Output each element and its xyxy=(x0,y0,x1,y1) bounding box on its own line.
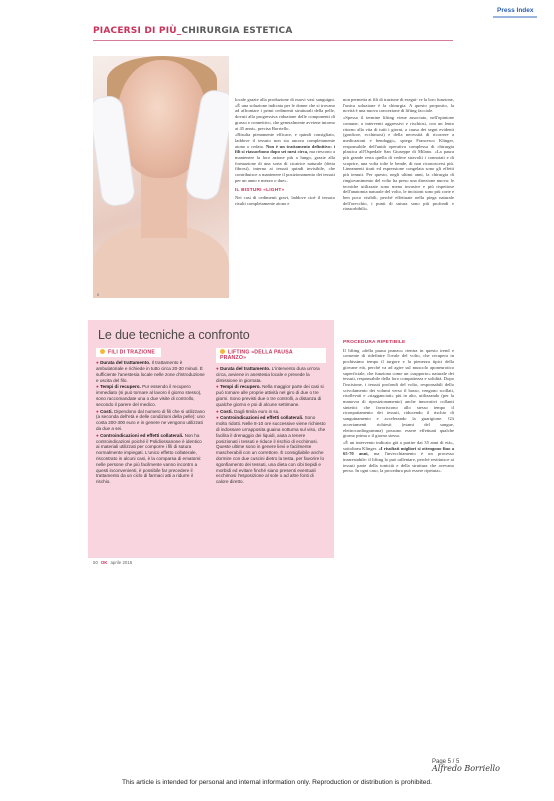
page-counter: Page 5 / 5 xyxy=(432,759,460,765)
article-column-3 xyxy=(343,340,454,475)
bullet-icon: ● xyxy=(96,432,99,438)
article-paragraph: non permetta ai fili di trazione di esegui- re la loro funzione, l'unica soluzione è la chirurgia. A questo proposito, la novità è una nuova concezione di lifting facciale. xyxy=(343,97,454,114)
footer-page-number: 50 xyxy=(93,560,98,565)
comparison-box xyxy=(88,320,334,558)
bullet-icon: ● xyxy=(216,384,219,390)
page-footer xyxy=(93,560,132,565)
comparison-item: ● Tempi di recupero. Pur essendo il recupero immediato (si può tornare al lavoro il giorno stesso), sono raccomandate una o due visite di controllo, secondo il parere del medico. xyxy=(96,384,202,407)
page-header xyxy=(93,26,453,42)
comparison-column-fili xyxy=(96,348,206,486)
comparison-item: ● Durata del trattamento. Il trattamento è ambulatoriale e richiede in tutto circa 20-30 minuti. È sufficiente l'anestesia locale nelle zone d'introduzione e uscita del filo. xyxy=(96,360,205,383)
article-column-2 xyxy=(343,97,454,213)
header-separator: _ xyxy=(176,26,182,36)
footer-magazine-logo: OK xyxy=(100,560,108,565)
disclaimer-text: This article is intended for personal and internal information only. Reproduction or distribution is prohibited. xyxy=(122,779,432,786)
comparison-columns xyxy=(96,348,328,553)
bullet-icon: ● xyxy=(96,384,99,390)
article-paragraph: locale grazie alla produzione di nuovi vasi sanguigni. «È una soluzione indicata per le donne che si trovano ad affrontare i primi cedimenti strutturali della pelle, dovuti alla progressiva riduzione delle componenti di grasso e connettivo, che generalmente avviene intorno ai 45 anni», precisa Borriello. xyxy=(235,97,335,131)
comparison-item: ● Durata del trattamento. L'intervento dura un'ora circa, avviene in anestesia locale e prevede la dimissione in giornata. xyxy=(216,366,320,383)
bullet-icon: ● xyxy=(216,366,219,372)
bullet-icon: ● xyxy=(216,415,219,421)
article-paragraph: «Risulta pienamente efficace, e quindi consigliato, laddove il tessuto non sia ancora completamente atono o cedato. Non è un trattamento definitivo: i fili si riassorbono dopo sei mesi circa, ma riescono a mantenere la loro azione più a lungo, grazie alla formazione di una sorta di cicatrice naturale (detta fibrosi), interna ai tessuti quindi invisibile, che contribuisce a mantenere il posizionamento dei tessuti per un anno e mezzo o due». xyxy=(235,132,335,183)
comparison-column-lifting xyxy=(216,348,326,486)
article-paragraph: «Spesso il termine lifting viene associato, nell'opinione comune, a interventi aggressivi e rischiosi, con un lento ritorno alla vita di tutti i giorni, a causa dei segni evidenti (gonfiore, ecchimosi) e della necessità di ricorrere a medicazioni e bendaggi», spiega Francesco Klinger, responsabile dell'unità operativa complessa di chirurgia plastica all'Ospedale San Giuseppe di Milano. «La paura più grande resta quella di vedere stravolti i connotati e di scoprire, una volta tolte le bende, di non riconoscersi più. Lineamenti tirati ed espressione congelata sono gli effetti più temuti. Per questo, negli ultimi anni, la chirurgia di ringiovanimento del volto ha preso una direzione nuova: le tecniche utilizzate sono meno invasive e più rispettose dell'anatomia naturale del volto, le incisioni sono più corte e ben poco visibili, perché effettuate nella piega naturale dell'orecchio, i punti di sutura sono più profondi e riassorbibili». xyxy=(343,115,454,212)
pin-icon xyxy=(220,349,225,354)
woman-face-photo xyxy=(93,56,229,298)
article-paragraph: Il lifting «della pausa pranzo» rientra in questo trend e consente di ridefinire l'ovale del volto, che recupera in pochissimo tempo il turgore e la pienezza tipici della giovane età, perché va ad agire sul muscolo aponeurotico superficiale, che funziona come un «supporto» naturale dei tessuti, responsabile della loro compattezza e solidità. Dopo l'incisione, i tessuti profondi del volto, responsabili dello scivolamento dei volumi verso il basso, vengono scollati, risollevati e «riagganciati» più in alto, utilizzando (per la manovra di riposizionamento) anche innovativi collanti sintetici che favoriscono allo stesso tempo il riconpattamento dei tessuti, riducendo il rischio di sanguinamento e accelerando la guarigione. Gli accertamenti richiesti (esami del sangue, elettrocardiogramma) possono essere effettuati qualche giorno prima o il giorno stesso. xyxy=(343,347,454,439)
press-index-bar xyxy=(493,16,537,18)
article-paragraph: «È un intervento indicato già a partire dai 35 anni di età», sottolinea Klinger. «I risultati migliori si ottengono fino a 65-70 anni, ma l'invecchiamento è un processo inarrestabile: il lifting lo può rallentare, perché restituisce ai tessuti parte della tonicità e della struttura che avevano perso. In ogni caso, la procedura può essere ripetuta». xyxy=(343,439,454,474)
comparison-item: ● Controindicazioni ed effetti collaterali. Sono molto ridotti. Nelle 8-10 ore successive viene richiesto di indossare un'apposita guaina notturna sul viso, che facilita il drenaggio dei liquidi, aiuta a tenere posizionati i tessuti e riduce il rischio di ecchimosi. Queste ultime sono in genere lievi e facilmente mascherabili con un correttore. È consigliabile anche dormire con due cuscini dietro la testa, per favorire lo sgonfiamento dei tessuti, una dieta con cibi tiepidi e morbidi ed evitare finché siano presenti eventuali ecchimosi l'esposizione al sole o ad altre fonti di calore diretto. xyxy=(216,415,326,485)
press-index-logo: Press Index xyxy=(497,7,534,14)
comparison-item: ● Tempi di recupero. Nella maggior parte dei casi si può tornare alle proprie attività nel giro di due o tre giorni. Sono previsti due o tre controlli, a distanza di qualche giorno e poi di alcune settimane. xyxy=(216,384,324,407)
header-title xyxy=(93,26,453,36)
article-column-1 xyxy=(235,97,335,208)
article-paragraph: Nei casi di cedimenti gravi, laddove cioè il tessuto risulti completamente atono e xyxy=(235,195,335,206)
comparison-item: ● Controindicazioni ed effetti collaterali. Non ha controindicazioni poiché il Polidiossanone è identico ai materiali utilizzati per comporre i fili di sutura normalmente impiegati. L'unico effetto collaterale, riscontrato in alcuni casi, è la comparsa di ematomi: nelle persone che più facilmente vanno incontro a questi inconvenienti, è possibile far precedere il trattamento da un ciclo di farmaci atti a ridurre il rischio. xyxy=(96,432,202,485)
bullet-icon: ● xyxy=(96,360,99,366)
header-section: PIACERSI DI PIÙ xyxy=(93,26,177,36)
comparison-head-lifting: LIFTING «DELLA PAUSA PRANZO» xyxy=(216,348,326,363)
photo-caption: 8 xyxy=(97,292,100,297)
bullet-icon: ● xyxy=(216,408,219,414)
comparison-item: ● Costi. Dagli 8mila euro in su. xyxy=(216,408,280,414)
author-signature: Alfredo Borriello xyxy=(432,764,500,773)
footer-date: aprile 2015 xyxy=(110,560,133,565)
subheading-procedura-ripetibile: PROCEDURA RIPETIBILE xyxy=(343,340,406,345)
photo-neck xyxy=(141,168,187,238)
subheading-bisturi-light: IL BISTURI «LIGHT» xyxy=(235,187,285,193)
pin-icon xyxy=(100,349,105,354)
header-topic: CHIRURGIA ESTETICA xyxy=(181,26,293,36)
comparison-title: Le due tecniche a confronto xyxy=(98,328,250,342)
header-rule xyxy=(93,40,453,41)
comparison-head-fili: FILI DI TRAZIONE xyxy=(96,348,161,357)
comparison-item: ● Costi. Dipendono dal numero di fili che si utilizzano (a seconda dell'età e delle condizioni della pelle): uno costa 200-300 euro e in genere ne vengono utilizzati da due a sei. xyxy=(96,408,205,432)
bullet-icon: ● xyxy=(96,408,99,414)
